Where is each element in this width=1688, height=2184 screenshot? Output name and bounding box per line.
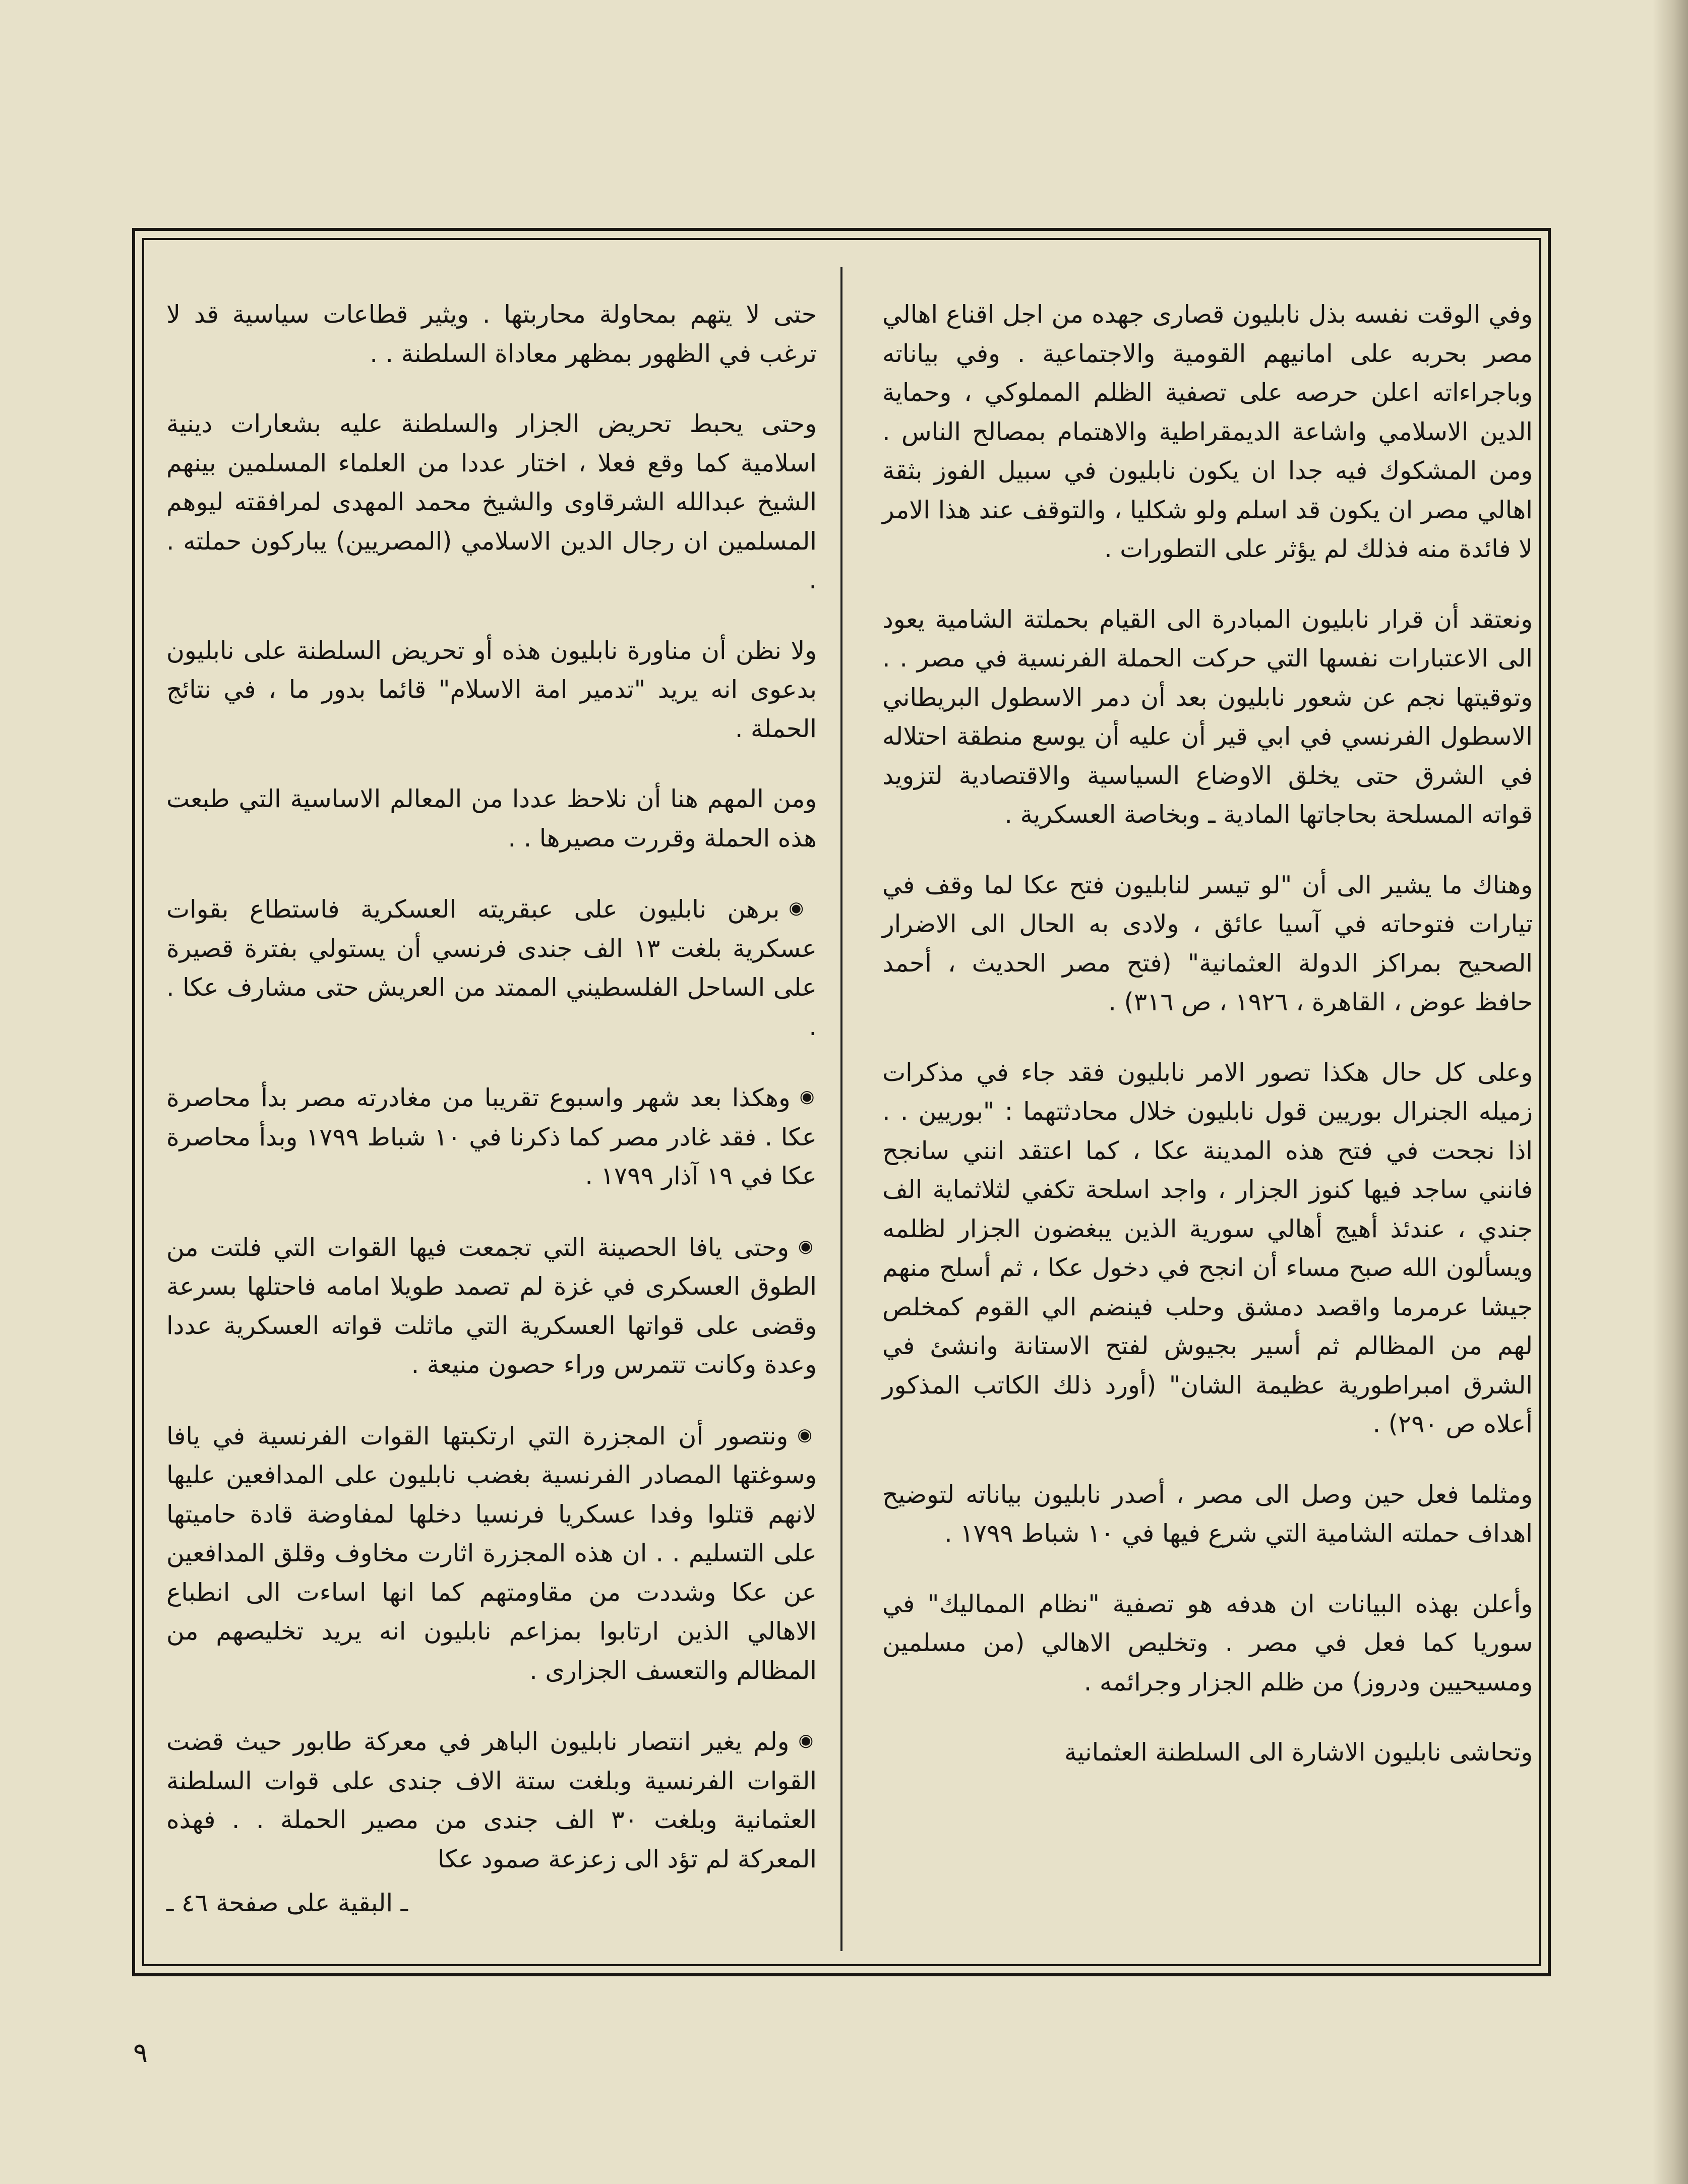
continued-on-page-note: ـ البقية على صفحة ٤٦ ـ: [166, 1889, 408, 1917]
left-column: [166, 295, 817, 1959]
page-number: ٩: [133, 2037, 148, 2069]
paragraph: ونعتقد أن قرار نابليون المبادرة الى القيام بحملتة الشامية يعود الى الاعتبارات نفسها التي حركت الحملة الفرنسية في مصر . . وتوقيتها نجم عن شعور نابليون بعد أن دمر الاسطول البريطاني الاسطول الفرنسي في ابي قير أن عليه أن يوسع منطقة احتلاله في الشرق حتى يخلق الاوضاع السياسية والاقتصادية لتزويد قواته المسلحة بحاجاتها المادية ـ وبخاصة العسكرية .: [882, 604, 1533, 829]
bullet-paragraph: ◉ ولم يغير انتصار نابليون الباهر في معركة طابور حيث قضت القوات الفرنسية وبلغت ستة الاف جندى على قوات السلطنة العثمانية وبلغت ٣٠ الف جندى من مصير الحملة . . فهذه المعركة لم تؤد الى زعزعة صمود عكا: [166, 1721, 817, 1878]
bullet-paragraph: ◉ وهكذا بعد شهر واسبوع تقريبا من مغادرته مصر بدأ محاصرة عكا . فقد غادر مصر كما ذكرنا في ١٠ شباط ١٧٩٩ وبدأ محاصرة عكا في ١٩ آذار ١٧٩٩ .: [166, 1077, 817, 1196]
bullet-paragraph: ◉ ونتصور أن المجزرة التي ارتكبتها القوات الفرنسية في يافا وسوغتها المصادر الفرنسية بغضب نابليون على المدافعين عليها لانهم قتلوا وفدا عسكريا فرنسيا دخلها لمفاوضة قادة حاميتها على التسليم . . ان هذه المجزرة اثارت مخاوف وقلق المدافعين عن عكا وشددت من مقاومتهم كما انها اساءت الى انطباع الاهالي الذين ارتابوا بمزاعم نابليون انه يريد تخليصهم من المظالم والتعسف الجزارى .: [166, 1416, 817, 1690]
paragraph: وحتى يحبط تحريض الجزار والسلطنة عليه بشعارات دينية اسلامية كما وقع فعلا ، اختار عددا من العلماء المسلمين بينهم الشيخ عبدالله الشرقاوى والشيخ محمد المهدى لمرافقته ليوهم المسلمين ان رجال الدين الاسلامي (المصريين) يباركون حملته . .: [166, 409, 817, 594]
paragraph: ومن المهم هنا أن نلاحظ عددا من المعالم الاساسية التي طبعت هذه الحملة وقررت مصيرها . .: [166, 784, 817, 853]
paragraph: ومثلما فعل حين وصل الى مصر ، أصدر نابليون بياناته لتوضيح اهداف حملته الشامية التي شرع فيها في ١٠ شباط ١٧٩٩ .: [882, 1480, 1533, 1548]
paragraph: حتى لا يتهم بمحاولة محاربتها . ويثير قطاعات سياسية قد لا ترغب في الظهور بمظهر معاداة السلطنة . .: [166, 300, 817, 368]
page-edge-shadow: [1653, 0, 1688, 2184]
right-column: [882, 295, 1533, 1959]
paragraph: وفي الوقت نفسه بذل نابليون قصارى جهده من اجل اقناع اهالي مصر بحربه على امانيهم القومية والاجتماعية . وفي بياناته وباجراءاته اعلن حرصه على تصفية الظلم المملوكي ، وحماية الدين الاسلامي واشاعة الديمقراطية والاهتمام بمصالح الناس . ومن المشكوك فيه جدا ان يكون نابليون في سبيل الفوز بثقة اهالي مصر ان يكون قد اسلم ولو شكليا ، والتوقف عند هذا الامر لا فائدة منه فذلك لم يؤثر على التطورات .: [882, 300, 1533, 563]
paragraph: وعلى كل حال هكذا تصور الامر نابليون فقد جاء في مذكرات زميله الجنرال بوريين قول نابليون خلال محادثتهما : "بوريين . . اذا نجحت في فتح هذه المدينة عكا ، كما اعتقد انني سانجح فانني ساجد فيها كنوز الجزار ، واجد اسلحة تكفي لثلاثماية الف جندي ، عندئذ أهيج أهالي سورية الذين يبغضون الجزار لظلمه ويسألون الله صبح مساء أن انجح في دخول عكا ، ثم أسلح منهم جيشا عرمرما واقصد دمشق وحلب فينضم الي القوم كمخلص لهم من المظالم ثم أسير بجيوش لفتح الاستانة وانشئ في الشرق امبراطورية عظيمة الشان" (أورد ذلك الكاتب المذكور أعلاه ص ٢٩٠) .: [882, 1058, 1533, 1438]
paragraph: وأعلن بهذه البيانات ان هدفه هو تصفية "نظام المماليك" في سوريا كما فعل في مصر . وتخليص الاهالي (من مسلمين ومسيحيين ودروز) من ظلم الجزار وجرائمه .: [882, 1589, 1533, 1696]
paragraph: وتحاشى نابليون الاشارة الى السلطنة العثمانية: [1064, 1738, 1533, 1767]
column-divider: [840, 267, 842, 1951]
paragraph: ولا نظن أن مناورة نابليون هذه أو تحريض السلطنة على نابليون بدعوى انه يريد "تدمير امة الاسلام" قائما بدور ما ، في نتائج الحملة .: [166, 636, 817, 743]
bullet-paragraph: ◉ برهن نابليون على عبقريته العسكرية فاستطاع بقوات عسكرية بلغت ١٣ الف جندى فرنسي أن يستولي بفترة قصيرة على الساحل الفلسطيني الممتد من العريش حتى مشارف عكا . .: [166, 889, 817, 1046]
paragraph: وهناك ما يشير الى أن "لو تيسر لنابليون فتح عكا لما وقف في تيارات فتوحاته في آسيا عائق ، ولادى به الحال الى الاضرار الصحيح بمراكز الدولة العثمانية" (فتح مصر الحديث ، أحمد حافظ عوض ، القاهرة ، ١٩٢٦ ، ص ٣١٦) .: [882, 870, 1533, 1016]
bullet-paragraph: ◉ وحتى يافا الحصينة التي تجمعت فيها القوات التي فلتت من الطوق العسكرى في غزة لم تصمد طويلا امامه فاحتلها بسرعة وقضى على قواتها العسكرية التي ماثلت قواته العسكرية عددا وعدة وكانت تتمرس وراء حصون منيعة .: [166, 1227, 817, 1384]
